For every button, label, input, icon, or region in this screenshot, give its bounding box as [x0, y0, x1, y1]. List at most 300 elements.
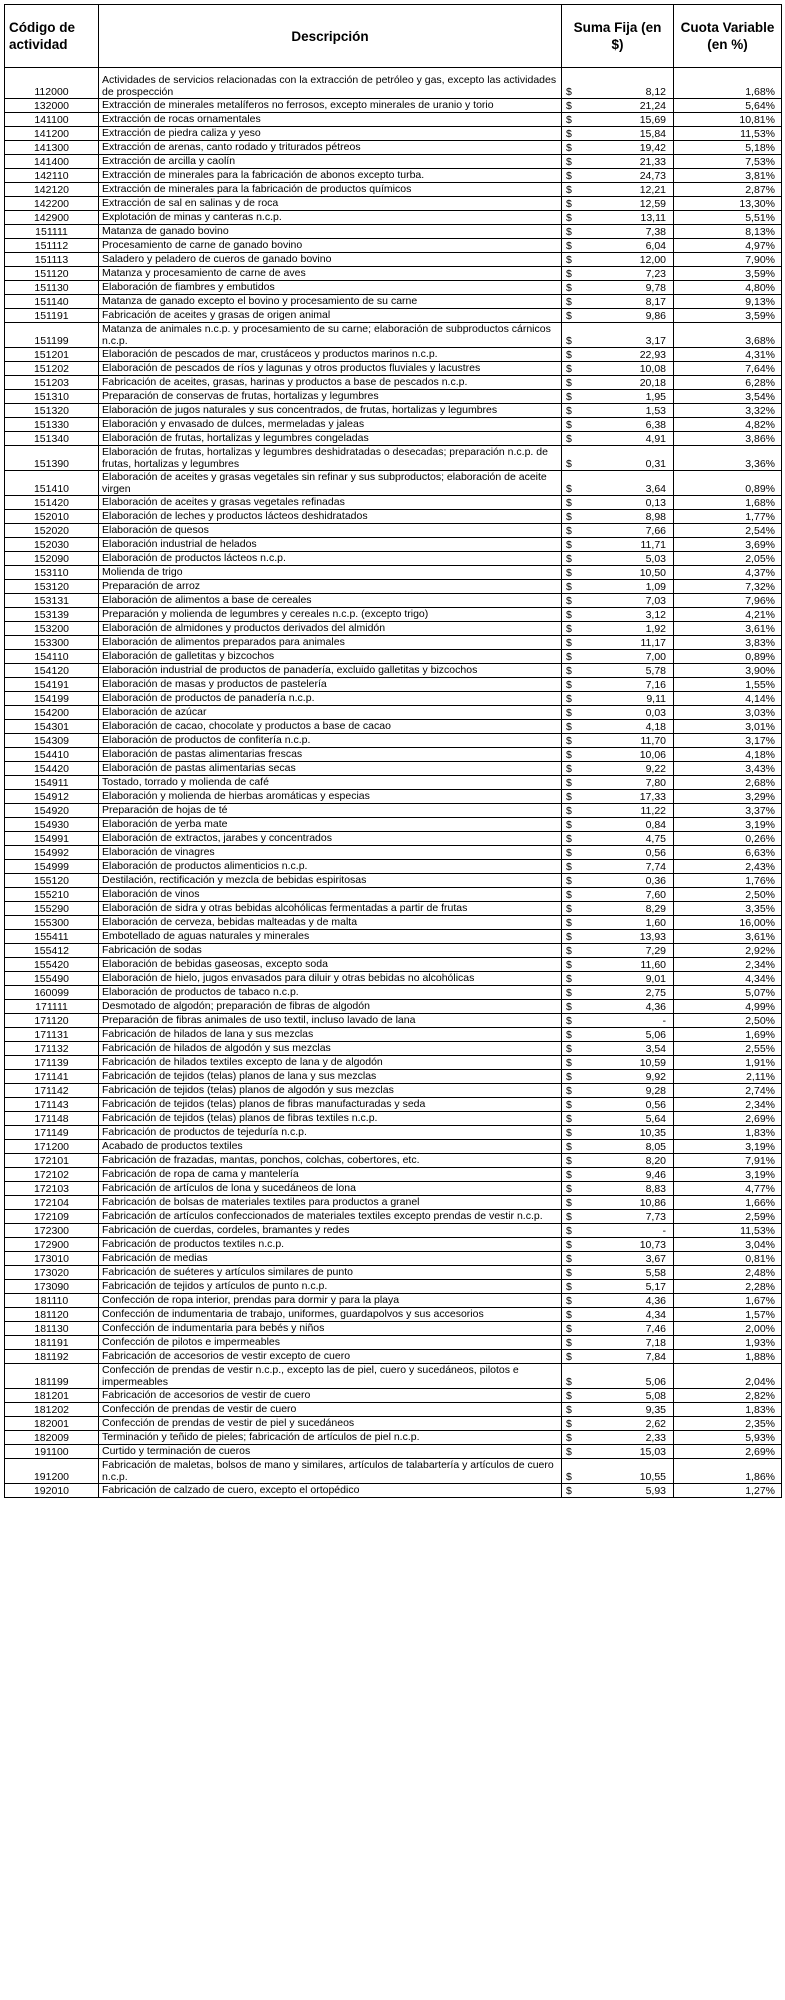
description-cell: Fabricación de tejidos (telas) planos de fibras textiles n.c.p. [99, 1112, 562, 1126]
fixed-sum-value: 9,28 [645, 1085, 666, 1097]
fixed-sum-value: 9,11 [646, 693, 666, 705]
description-cell: Explotación de minas y canteras n.c.p. [99, 211, 562, 225]
currency-symbol: $ [566, 170, 572, 182]
table-row [5, 309, 782, 323]
description-cell: Elaboración de pescados de ríos y lagunas y otros productos fluviales y lacustres [99, 362, 562, 376]
fixed-sum-cell [562, 323, 674, 348]
currency-symbol: $ [566, 623, 572, 635]
fixed-sum-value: 5,06 [645, 1029, 666, 1041]
description-cell: Fabricación de calzado de cuero, excepto el ortopédico [99, 1484, 562, 1498]
description-cell: Elaboración industrial de productos de panadería, excluido galletitas y bizcochos [99, 664, 562, 678]
fixed-sum-cell [562, 748, 674, 762]
variable-rate-cell: 2,48% [674, 1266, 782, 1280]
description-cell: Fabricación de ropa de cama y mantelería [99, 1168, 562, 1182]
fixed-sum-cell [562, 390, 674, 404]
description-cell: Fabricación de hilados de lana y sus mezclas [99, 1028, 562, 1042]
description-cell: Confección de indumentaria de trabajo, uniformes, guardapolvos y sus accesorios [99, 1308, 562, 1322]
fixed-sum-value: 3,17 [645, 335, 666, 347]
description-cell: Fabricación de artículos confeccionados de materiales textiles excepto prendas de vestir n.c.p. [99, 1210, 562, 1224]
activity-code-cell: 154191 [5, 678, 99, 692]
currency-symbol: $ [566, 114, 572, 126]
currency-symbol: $ [566, 1197, 572, 1209]
activity-code-cell: 172101 [5, 1154, 99, 1168]
fixed-sum-cell [562, 720, 674, 734]
table-row [5, 155, 782, 169]
table-row [5, 376, 782, 390]
description-cell: Fabricación de cuerdas, cordeles, bramantes y redes [99, 1224, 562, 1238]
activity-code-cell: 181130 [5, 1322, 99, 1336]
table-row [5, 239, 782, 253]
fixed-sum-value: 3,12 [645, 609, 666, 621]
description-cell: Elaboración de pastas alimentarias secas [99, 762, 562, 776]
variable-rate-cell: 5,07% [674, 986, 782, 1000]
table-row [5, 930, 782, 944]
variable-rate-cell: 4,34% [674, 972, 782, 986]
fixed-sum-value: 8,05 [645, 1141, 666, 1153]
table-row [5, 916, 782, 930]
currency-symbol: $ [566, 819, 572, 831]
fixed-sum-cell [562, 1459, 674, 1484]
activity-code-cell: 142900 [5, 211, 99, 225]
currency-symbol: $ [566, 917, 572, 929]
description-cell: Preparación de conservas de frutas, hortalizas y legumbres [99, 390, 562, 404]
currency-symbol: $ [566, 391, 572, 403]
fixed-sum-value: 0,31 [645, 458, 666, 470]
table-row [5, 1364, 782, 1389]
fixed-sum-value: 21,33 [639, 156, 666, 168]
table-row [5, 404, 782, 418]
fixed-sum-value: 9,01 [645, 973, 666, 985]
table-row [5, 1266, 782, 1280]
fixed-sum-cell [562, 1266, 674, 1280]
table-row [5, 846, 782, 860]
fixed-sum-cell [562, 636, 674, 650]
fixed-sum-cell [562, 860, 674, 874]
activity-rates-table-container [4, 4, 781, 1498]
table-row [5, 1182, 782, 1196]
fixed-sum-cell [562, 348, 674, 362]
activity-code-cell: 142120 [5, 183, 99, 197]
currency-symbol: $ [566, 959, 572, 971]
table-row [5, 1000, 782, 1014]
fixed-sum-cell [562, 1098, 674, 1112]
fixed-sum-value: 2,62 [645, 1418, 666, 1430]
description-cell: Fabricación de tejidos y artículos de punto n.c.p. [99, 1280, 562, 1294]
fixed-sum-cell [562, 267, 674, 281]
description-cell: Elaboración de pescados de mar, crustáceos y productos marinos n.c.p. [99, 348, 562, 362]
currency-symbol: $ [566, 184, 572, 196]
currency-symbol: $ [566, 1404, 572, 1416]
table-row [5, 225, 782, 239]
activity-code-cell: 171111 [5, 1000, 99, 1014]
fixed-sum-cell [562, 1389, 674, 1403]
activity-code-cell: 173010 [5, 1252, 99, 1266]
fixed-sum-value: 8,98 [645, 511, 666, 523]
header-description: Descripción [99, 5, 562, 68]
currency-symbol: $ [566, 296, 572, 308]
activity-code-cell: 153200 [5, 622, 99, 636]
table-row [5, 1070, 782, 1084]
activity-code-cell: 155120 [5, 874, 99, 888]
currency-symbol: $ [566, 1029, 572, 1041]
currency-symbol: $ [566, 707, 572, 719]
description-cell: Elaboración y envasado de dulces, mermeladas y jaleas [99, 418, 562, 432]
currency-symbol: $ [566, 1015, 572, 1027]
variable-rate-cell: 5,51% [674, 211, 782, 225]
activity-code-cell: 152090 [5, 552, 99, 566]
fixed-sum-value: 15,69 [639, 114, 666, 126]
fixed-sum-cell [562, 1364, 674, 1389]
variable-rate-cell: 7,64% [674, 362, 782, 376]
fixed-sum-value: 9,92 [645, 1071, 666, 1083]
fixed-sum-cell [562, 986, 674, 1000]
fixed-sum-value: 12,21 [639, 184, 666, 196]
currency-symbol: $ [566, 637, 572, 649]
activity-code-cell: 154309 [5, 734, 99, 748]
fixed-sum-cell [562, 496, 674, 510]
fixed-sum-value: 1,09 [645, 581, 666, 593]
activity-code-cell: 182001 [5, 1417, 99, 1431]
description-cell: Elaboración de pastas alimentarias frescas [99, 748, 562, 762]
currency-symbol: $ [566, 1323, 572, 1335]
fixed-sum-value: 1,60 [645, 917, 666, 929]
table-row [5, 986, 782, 1000]
table-row [5, 580, 782, 594]
table-row [5, 1280, 782, 1294]
description-cell: Matanza y procesamiento de carne de aves [99, 267, 562, 281]
variable-rate-cell: 3,36% [674, 446, 782, 471]
table-row [5, 267, 782, 281]
variable-rate-cell: 0,26% [674, 832, 782, 846]
currency-symbol: $ [566, 777, 572, 789]
activity-code-cell: 181202 [5, 1403, 99, 1417]
fixed-sum-value: 7,80 [645, 777, 666, 789]
variable-rate-cell: 3,86% [674, 432, 782, 446]
currency-symbol: $ [566, 310, 572, 322]
fixed-sum-value: 10,08 [639, 363, 666, 375]
currency-symbol: $ [566, 1351, 572, 1363]
description-cell: Elaboración de sidra y otras bebidas alcohólicas fermentadas a partir de frutas [99, 902, 562, 916]
fixed-sum-value: 9,35 [645, 1404, 666, 1416]
fixed-sum-cell [562, 832, 674, 846]
description-cell: Elaboración de cerveza, bebidas malteadas y de malta [99, 916, 562, 930]
activity-code-cell: 151330 [5, 418, 99, 432]
table-row [5, 1431, 782, 1445]
table-row [5, 390, 782, 404]
description-cell: Extracción de arcilla y caolín [99, 155, 562, 169]
variable-rate-cell: 3,61% [674, 930, 782, 944]
fixed-sum-value: 7,23 [645, 268, 666, 280]
variable-rate-cell: 7,32% [674, 580, 782, 594]
activity-code-cell: 151420 [5, 496, 99, 510]
activity-code-cell: 151390 [5, 446, 99, 471]
currency-symbol: $ [566, 665, 572, 677]
activity-code-cell: 171139 [5, 1056, 99, 1070]
currency-symbol: $ [566, 335, 572, 347]
fixed-sum-value: 5,03 [645, 553, 666, 565]
variable-rate-cell: 7,53% [674, 155, 782, 169]
fixed-sum-cell [562, 404, 674, 418]
table-row [5, 432, 782, 446]
activity-code-cell: 191100 [5, 1445, 99, 1459]
currency-symbol: $ [566, 198, 572, 210]
variable-rate-cell: 3,61% [674, 622, 782, 636]
variable-rate-cell: 1,69% [674, 1028, 782, 1042]
currency-symbol: $ [566, 458, 572, 470]
table-row [5, 1140, 782, 1154]
activity-code-cell: 181201 [5, 1389, 99, 1403]
activity-code-cell: 151202 [5, 362, 99, 376]
currency-symbol: $ [566, 1446, 572, 1458]
variable-rate-cell: 5,64% [674, 99, 782, 113]
fixed-sum-value: 0,84 [645, 819, 666, 831]
variable-rate-cell: 1,68% [674, 74, 782, 99]
activity-code-cell: 155290 [5, 902, 99, 916]
activity-code-cell: 173090 [5, 1280, 99, 1294]
fixed-sum-cell [562, 692, 674, 706]
table-row [5, 141, 782, 155]
fixed-sum-value: 7,29 [645, 945, 666, 957]
variable-rate-cell: 2,87% [674, 183, 782, 197]
description-cell: Extracción de arenas, canto rodado y triturados pétreos [99, 141, 562, 155]
fixed-sum-value: 10,86 [639, 1197, 666, 1209]
header-fixed-sum: Suma Fija (en $) [562, 5, 674, 68]
description-cell: Matanza de animales n.c.p. y procesamiento de su carne; elaboración de subproductos cárnicos n.c.p. [99, 323, 562, 348]
table-row [5, 1445, 782, 1459]
description-cell: Extracción de minerales para la fabricación de productos químicos [99, 183, 562, 197]
description-cell: Confección de prendas de vestir de piel y sucedáneos [99, 1417, 562, 1431]
table-row [5, 1168, 782, 1182]
activity-code-cell: 154999 [5, 860, 99, 874]
activity-code-cell: 171142 [5, 1084, 99, 1098]
description-cell: Elaboración de masas y productos de pastelería [99, 678, 562, 692]
activity-code-cell: 132000 [5, 99, 99, 113]
activity-code-cell: 153300 [5, 636, 99, 650]
activity-code-cell: 154930 [5, 818, 99, 832]
variable-rate-cell: 2,54% [674, 524, 782, 538]
description-cell: Elaboración de azúcar [99, 706, 562, 720]
fixed-sum-cell [562, 552, 674, 566]
variable-rate-cell: 2,59% [674, 1210, 782, 1224]
fixed-sum-cell [562, 1042, 674, 1056]
fixed-sum-cell [562, 958, 674, 972]
fixed-sum-value: 2,33 [645, 1432, 666, 1444]
activity-code-cell: 151203 [5, 376, 99, 390]
description-cell: Acabado de productos textiles [99, 1140, 562, 1154]
description-cell: Elaboración de fiambres y embutidos [99, 281, 562, 295]
fixed-sum-value: 13,11 [640, 212, 666, 224]
description-cell: Extracción de minerales metalíferos no ferrosos, excepto minerales de uranio y torio [99, 99, 562, 113]
activity-code-cell: 154110 [5, 650, 99, 664]
fixed-sum-cell [562, 281, 674, 295]
currency-symbol: $ [566, 931, 572, 943]
variable-rate-cell: 4,99% [674, 1000, 782, 1014]
variable-rate-cell: 4,21% [674, 608, 782, 622]
activity-code-cell: 153120 [5, 580, 99, 594]
variable-rate-cell: 3,32% [674, 404, 782, 418]
description-cell: Fabricación de artículos de lona y sucedáneos de lona [99, 1182, 562, 1196]
table-row [5, 362, 782, 376]
activity-code-cell: 192010 [5, 1484, 99, 1498]
activity-code-cell: 151201 [5, 348, 99, 362]
activity-code-cell: 154911 [5, 776, 99, 790]
fixed-sum-cell [562, 846, 674, 860]
table-row [5, 1238, 782, 1252]
currency-symbol: $ [566, 1418, 572, 1430]
fixed-sum-cell [562, 538, 674, 552]
variable-rate-cell: 10,81% [674, 113, 782, 127]
fixed-sum-cell [562, 888, 674, 902]
variable-rate-cell: 2,28% [674, 1280, 782, 1294]
variable-rate-cell: 1,27% [674, 1484, 782, 1498]
table-row [5, 734, 782, 748]
variable-rate-cell: 1,55% [674, 678, 782, 692]
fixed-sum-value: 4,91 [645, 433, 666, 445]
table-row [5, 874, 782, 888]
currency-symbol: $ [566, 553, 572, 565]
variable-rate-cell: 1,83% [674, 1126, 782, 1140]
fixed-sum-value: 4,34 [645, 1309, 666, 1321]
description-cell: Fabricación de hilados textiles excepto de lana y de algodón [99, 1056, 562, 1070]
fixed-sum-cell [562, 1403, 674, 1417]
table-row [5, 972, 782, 986]
description-cell: Elaboración de cacao, chocolate y productos a base de cacao [99, 720, 562, 734]
variable-rate-cell: 3,59% [674, 309, 782, 323]
fixed-sum-value: 7,18 [645, 1337, 666, 1349]
table-row [5, 538, 782, 552]
fixed-sum-value: 0,03 [645, 707, 666, 719]
currency-symbol: $ [566, 433, 572, 445]
description-cell: Matanza de ganado excepto el bovino y procesamiento de su carne [99, 295, 562, 309]
description-cell: Embotellado de aguas naturales y minerales [99, 930, 562, 944]
fixed-sum-cell [562, 99, 674, 113]
currency-symbol: $ [566, 987, 572, 999]
variable-rate-cell: 0,81% [674, 1252, 782, 1266]
fixed-sum-cell [562, 594, 674, 608]
fixed-sum-cell [562, 1014, 674, 1028]
currency-symbol: $ [566, 282, 572, 294]
variable-rate-cell: 2,00% [674, 1322, 782, 1336]
fixed-sum-cell [562, 1252, 674, 1266]
fixed-sum-cell [562, 706, 674, 720]
currency-symbol: $ [566, 735, 572, 747]
table-row [5, 1336, 782, 1350]
fixed-sum-cell [562, 253, 674, 267]
table-row [5, 594, 782, 608]
table-header [5, 5, 782, 68]
activity-code-cell: 141300 [5, 141, 99, 155]
fixed-sum-value: 5,78 [645, 665, 666, 677]
table-row [5, 99, 782, 113]
activity-code-cell: 154991 [5, 832, 99, 846]
activity-code-cell: 155490 [5, 972, 99, 986]
activity-code-cell: 153110 [5, 566, 99, 580]
currency-symbol: $ [566, 1337, 572, 1349]
table-row [5, 1126, 782, 1140]
fixed-sum-cell [562, 664, 674, 678]
activity-code-cell: 151191 [5, 309, 99, 323]
variable-rate-cell: 2,34% [674, 1098, 782, 1112]
fixed-sum-value: 10,06 [639, 749, 666, 761]
table-row [5, 418, 782, 432]
fixed-sum-value: 0,56 [645, 1099, 666, 1111]
table-row [5, 1014, 782, 1028]
variable-rate-cell: 13,30% [674, 197, 782, 211]
currency-symbol: $ [566, 1155, 572, 1167]
fixed-sum-cell [562, 678, 674, 692]
variable-rate-cell: 4,82% [674, 418, 782, 432]
table-row [5, 524, 782, 538]
description-cell: Fabricación de bolsas de materiales textiles para productos a granel [99, 1196, 562, 1210]
description-cell: Preparación de hojas de té [99, 804, 562, 818]
fixed-sum-value: 7,73 [645, 1211, 666, 1223]
fixed-sum-cell [562, 295, 674, 309]
header-row [5, 5, 782, 68]
table-row [5, 1210, 782, 1224]
table-row [5, 1056, 782, 1070]
currency-symbol: $ [566, 847, 572, 859]
fixed-sum-cell [562, 1084, 674, 1098]
currency-symbol: $ [566, 1239, 572, 1251]
activity-code-cell: 171120 [5, 1014, 99, 1028]
fixed-sum-value: 3,67 [645, 1253, 666, 1265]
description-cell: Saladero y peladero de cueros de ganado bovino [99, 253, 562, 267]
fixed-sum-cell [562, 183, 674, 197]
variable-rate-cell: 2,35% [674, 1417, 782, 1431]
table-row [5, 1154, 782, 1168]
fixed-sum-cell [562, 1280, 674, 1294]
description-cell: Extracción de rocas ornamentales [99, 113, 562, 127]
fixed-sum-value: 5,17 [645, 1281, 666, 1293]
activity-code-cell: 154920 [5, 804, 99, 818]
fixed-sum-cell [562, 1445, 674, 1459]
currency-symbol: $ [566, 595, 572, 607]
currency-symbol: $ [566, 419, 572, 431]
fixed-sum-value: 8,12 [645, 86, 666, 98]
description-cell: Fabricación de aceites y grasas de origen animal [99, 309, 562, 323]
currency-symbol: $ [566, 1001, 572, 1013]
fixed-sum-value: 11,70 [640, 735, 666, 747]
description-cell: Fabricación de tejidos (telas) planos de lana y sus mezclas [99, 1070, 562, 1084]
fixed-sum-cell [562, 622, 674, 636]
fixed-sum-value: 7,60 [645, 889, 666, 901]
table-row [5, 1028, 782, 1042]
description-cell: Elaboración de frutas, hortalizas y legumbres deshidratadas o desecadas; preparación n.c.p. de frutas, hortalizas y legumbres [99, 446, 562, 471]
currency-symbol: $ [566, 1295, 572, 1307]
description-cell: Elaboración y molienda de hierbas aromáticas y especias [99, 790, 562, 804]
fixed-sum-cell [562, 1000, 674, 1014]
activity-code-cell: 151113 [5, 253, 99, 267]
table-row [5, 762, 782, 776]
table-row [5, 804, 782, 818]
fixed-sum-cell [562, 874, 674, 888]
fixed-sum-cell [562, 127, 674, 141]
fixed-sum-cell [562, 1294, 674, 1308]
description-cell: Elaboración de productos lácteos n.c.p. [99, 552, 562, 566]
activity-code-cell: 155300 [5, 916, 99, 930]
description-cell: Elaboración de jugos naturales y sus concentrados, de frutas, hortalizas y legumbres [99, 404, 562, 418]
variable-rate-cell: 2,68% [674, 776, 782, 790]
description-cell: Elaboración de vinos [99, 888, 562, 902]
fixed-sum-value: 0,56 [645, 847, 666, 859]
table-row [5, 1084, 782, 1098]
fixed-sum-value: 7,74 [645, 861, 666, 873]
description-cell: Matanza de ganado bovino [99, 225, 562, 239]
currency-symbol: $ [566, 1281, 572, 1293]
activity-code-cell: 141200 [5, 127, 99, 141]
fixed-sum-value: 7,16 [645, 679, 666, 691]
variable-rate-cell: 4,31% [674, 348, 782, 362]
